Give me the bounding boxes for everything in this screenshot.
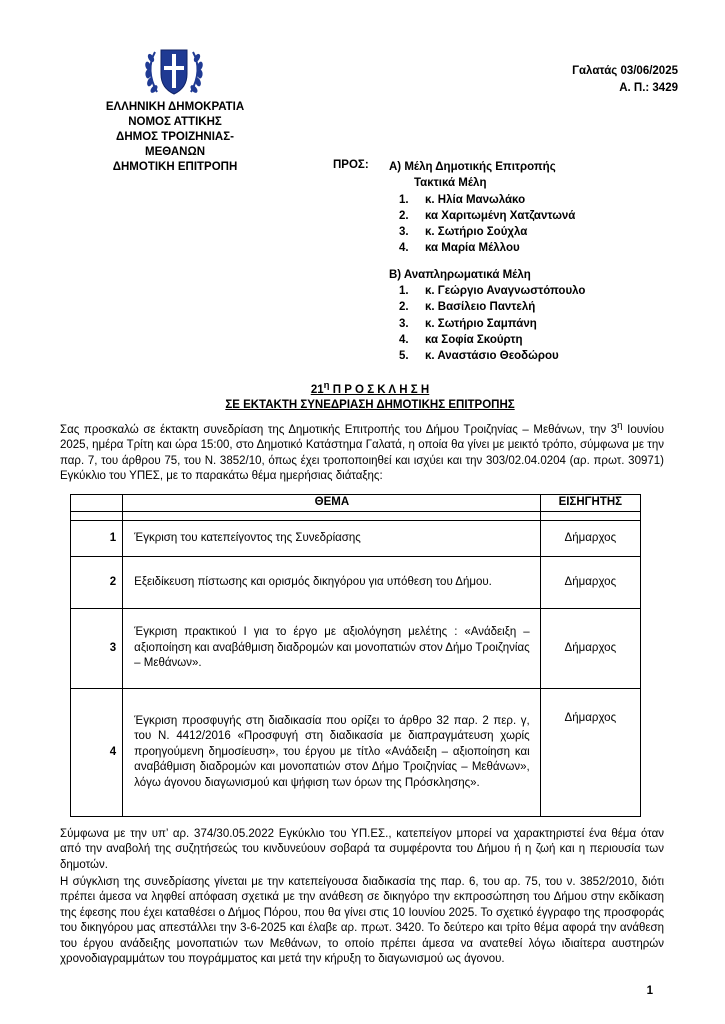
group-b-title: Β) Αναπληρωματικά Μέλη — [389, 268, 531, 281]
table-row — [71, 609, 641, 689]
member-number: 1. — [399, 193, 409, 206]
agenda-header-row — [71, 495, 641, 512]
member-item — [389, 240, 585, 256]
authority-line: ΔΗΜΟΣ ΤΡΟΙΖΗΝΙΑΣ- ΜΕΘΑΝΩΝ — [116, 131, 234, 158]
page-number: 1 — [646, 985, 653, 997]
intro-text: Ιουνίου 2025, ημέρα Τρίτη και ώρα 15:00, στο Δημοτικό Κατάστημα Γαλατά, η οποία θα γίνει με μεικτό τρόπο, σύμφωνα με την παρ. 7, του άρθρου 75, του Ν. 3852/10, όπως έχει τροποποιηθεί και ισχύει και την 303/02.04.0204 (αρ. πρωτ. 30971) Εγκύκλιο του ΥΠΕΣ, με το παρακάτω θέμα ημερήσιας διάταξης: — [60, 423, 664, 483]
table-row — [71, 689, 641, 817]
row-number: 2 — [71, 557, 123, 609]
recipients-label: ΠΡΟΣ: — [333, 159, 369, 171]
member-name: κ. Σωτήριο Σαμπάνη — [425, 317, 537, 330]
member-item — [389, 224, 585, 240]
row-number: 1 — [71, 521, 123, 557]
member-item — [389, 348, 585, 364]
table-row — [71, 557, 641, 609]
member-number: 3. — [399, 226, 409, 239]
invitation-word: Π Ρ Ο Σ Κ Λ Η Σ Η — [329, 383, 430, 396]
member-number: 5. — [399, 350, 409, 363]
member-item — [389, 316, 585, 332]
invitation-number: 21 — [310, 383, 324, 396]
agenda-table — [70, 494, 641, 817]
group-b-members — [389, 283, 585, 364]
member-item — [389, 208, 585, 224]
date-protocol-block — [572, 63, 678, 97]
member-item — [389, 332, 585, 348]
authority-line: ΕΛΛΗΝΙΚΗ ΔΗΜΟΚΡΑΤΙΑ — [105, 101, 245, 113]
authority-line: ΝΟΜΟΣ ΑΤΤΙΚΗΣ — [128, 116, 222, 128]
invitation-number-suffix: η — [323, 380, 330, 391]
authority-line: ΔΗΜΟΤΙΚΗ ΕΠΙΤΡΟΠΗ — [112, 161, 238, 173]
member-item — [389, 283, 585, 299]
row-reporter: Δήμαρχος — [540, 689, 640, 817]
member-name: κ. Γεώργιο Αναγνωστόπουλο — [425, 285, 586, 298]
member-name: κα Σοφία Σκούρτη — [425, 333, 523, 346]
member-number: 2. — [399, 209, 409, 222]
group-a-subtitle: Τακτικά Μέλη — [414, 177, 487, 190]
member-name: κ. Ηλία Μανωλάκο — [425, 193, 526, 206]
member-number: 4. — [399, 242, 409, 255]
invitation-heading — [60, 378, 680, 413]
header-num — [71, 495, 123, 512]
member-name: κ. Σωτήριο Σούχλα — [425, 226, 528, 239]
row-topic: Έγκριση προσφυγής στη διαδικασία που ορίζει το άρθρο 32 παρ. 2 περ. γ, του Ν. 4412/2016 «Προσφυγή στη διαδικασία με διαπραγμάτευση χωρίς προηγούμενη δημοσίευση», του έργου με τίτλο «Ανάδειξη – αξιοποίηση και αναβάθμιση διαδρομών και μονοπατιών στον Δήμο Τροιζηνίας – Μεθάνων», λόγω άγονου διαγωνισμού και ψήφιση των όρων της Πρόσκλησης». — [123, 689, 540, 817]
header-topic: ΘΕΜΑ — [123, 495, 540, 512]
member-item — [389, 299, 585, 315]
row-number: 3 — [71, 609, 123, 689]
document-date: Γαλατάς 03/06/2025 — [572, 65, 678, 77]
group-a-title: Α) Μέλη Δημοτικής Επιτροπής — [389, 161, 556, 173]
table-row — [71, 521, 641, 557]
member-name: κ. Βασίλειο Παντελή — [425, 301, 536, 314]
row-number: 4 — [71, 689, 123, 817]
member-name: κα Μαρία Μέλλου — [425, 242, 520, 255]
member-number: 4. — [399, 333, 409, 346]
row-reporter: Δήμαρχος — [540, 557, 640, 609]
member-name: κ. Αναστάσιο Θεοδώρου — [425, 350, 559, 363]
row-topic: Έγκριση του κατεπείγοντος της Συνεδρίασης — [123, 521, 540, 557]
member-item — [389, 192, 585, 208]
invitation-subtitle: ΣΕ ΕΚΤΑΚΤΗ ΣΥΝΕΔΡΙΑΣΗ ΔΗΜΟΤΙΚΗΣ ΕΠΙΤΡΟΠΗΣ — [225, 398, 515, 411]
protocol-number: Α. Π.: 3429 — [619, 82, 678, 94]
member-number: 3. — [399, 317, 409, 330]
row-topic: Έγκριση πρακτικού Ι για το έργο με αξιολόγηση μελέτης : «Ανάδειξη – αξιοποίηση και αναβάθμιση διαδρομών και μονοπατιών στον Δήμο Τροιζηνίας – Μεθάνων». — [123, 609, 540, 689]
issuing-authority — [90, 100, 260, 175]
row-topic: Εξειδίκευση πίστωσης και ορισμός δικηγόρου για υπόθεση του Δήμου. — [123, 557, 540, 609]
urgency-paragraph: Σύμφωνα με την υπ’ αρ. 374/30.05.2022 Εγκύκλιο του ΥΠ.ΕΣ., κατεπείγον μπορεί να χαρακτηριστεί ένα θέμα όταν από την αναβολή της συζητήσεώς του κινδυνεύουν σοβαρά τα συμφέροντα του Δήμου ή η ζωή και η περιουσία των δημοτών. — [60, 828, 664, 871]
recipients-list — [389, 159, 585, 365]
member-number: 1. — [399, 285, 409, 298]
justification-paragraph: Η σύγκλιση της συνεδρίασης γίνεται με την κατεπείγουσα διαδικασία της παρ. 6, του αρ. 75, του ν. 3852/2010, διότι πρέπει άμεσα να ληφθεί απόφαση σχετικά με την ανάθεση σε δικηγόρο την εκπροσώπηση του Δήμου στην εκδίκαση της έφεσης που έχει καταθέσει ο Δήμος Πόρου, που θα γίνει στις 10 Ιουνίου 2025. Το σχετικό έγγραφο της προσφοράς του δικηγόρου μας απεστάλλει την 3-6-2025 και έλαβε αρ. πρωτ. 3420. Το δεύτερο και τρίτο θέμα αφορά την ανάθεση του έργου ανάδειξης μονοπατιών των Μεθάνων, το οποίο πρέπει άμεσα να ανατεθεί λόγω ιδιαίτερα αυστηρών χρονοδιαγραμμάτων του πογράμματος και μετά την κήρυξη το διαγωνισμού ως άγονου. — [60, 876, 664, 966]
header-reporter: ΕΙΣΗΓΗΤΗΣ — [540, 495, 640, 512]
group-a-members — [389, 192, 585, 257]
invitation-title — [310, 380, 430, 396]
row-reporter: Δήμαρχος — [540, 609, 640, 689]
intro-superscript: η — [617, 420, 623, 431]
greek-coat-of-arms-icon — [141, 44, 207, 98]
member-name: κα Χαριτωμένη Χατζαντωνά — [425, 209, 576, 222]
row-reporter: Δήμαρχος — [540, 521, 640, 557]
intro-text: Σας προσκαλώ σε έκτακτη συνεδρίαση της Δημοτικής Επιτροπής του Δήμου Τροιζηνίας – Μεθάνων, την 3 — [60, 423, 618, 436]
intro-paragraph — [60, 418, 664, 484]
member-number: 2. — [399, 301, 409, 314]
